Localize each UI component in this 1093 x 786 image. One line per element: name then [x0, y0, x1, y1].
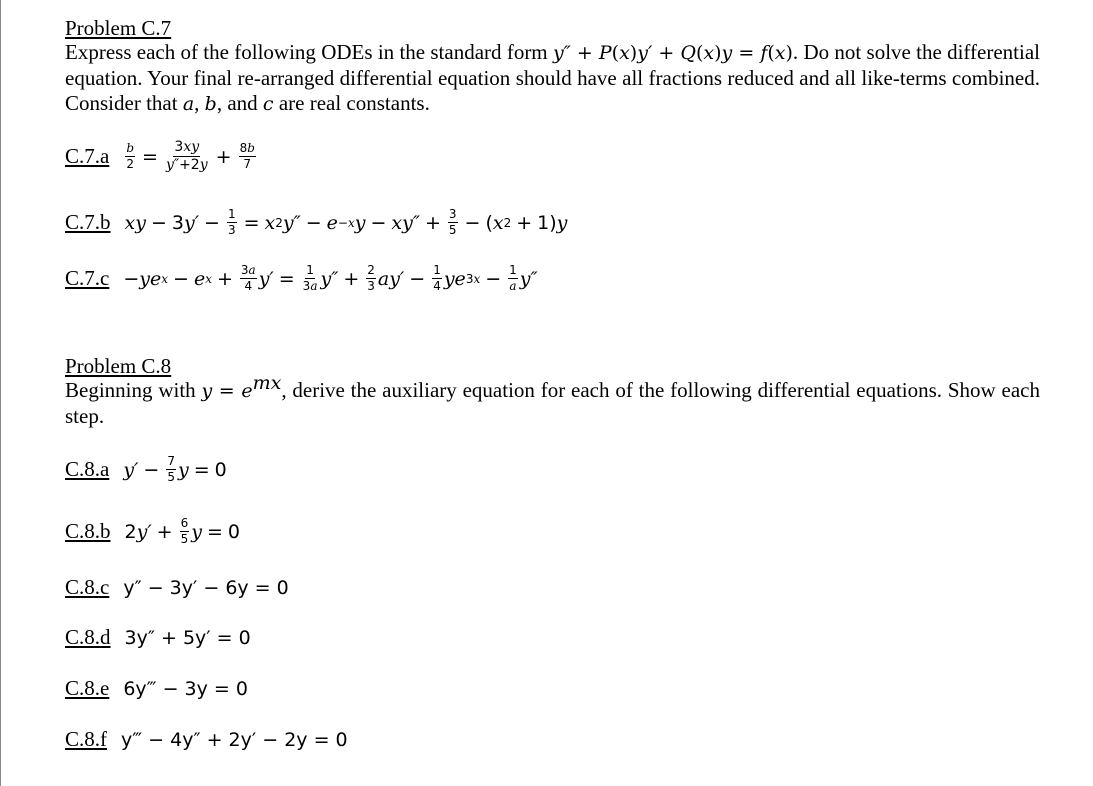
page-left-edge	[0, 0, 1, 786]
c7a-equation: $\frac{b}{2}$ = $\frac{3xy}{y''+2y}$ + $\frac{8b}{7}$	[126, 139, 255, 173]
c8b-label: C.8.b	[65, 519, 111, 543]
c7c-item	[65, 264, 538, 293]
problem-c7-section	[65, 16, 1040, 117]
c8f-label: C.8.f	[65, 727, 107, 751]
problem-c8-heading: Problem C.8	[65, 354, 172, 378]
c8a-item	[65, 455, 227, 484]
c8b-item	[65, 517, 240, 546]
c8d-item	[65, 625, 251, 650]
c8f-equation: y‴ − 4y″ + 2y′ − 2y = 0	[121, 728, 348, 751]
c7b-equation: xy − 3 y′ − $\frac{1}{3}$ = x 2 y″ − e −x y − xy″ + $\frac{3}{5}$ − ( x 2 + 1) y	[124, 207, 568, 237]
problem-c7-heading: Problem C.7	[65, 16, 172, 40]
c8e-equation: 6y‴ − 3y = 0	[123, 677, 248, 700]
c7c-label: C.7.c	[65, 266, 110, 290]
problem-c8-intro	[65, 372, 1040, 429]
c7b-label: C.7.b	[65, 210, 111, 234]
c8f-item	[65, 727, 348, 752]
c8c-label: C.8.c	[65, 575, 110, 599]
c8a-equation: y′ − $\frac{7}{5}$ y = 0	[123, 454, 227, 484]
problem-c8-intro-text: Beginning with $y = e^{mx}$, derive the auxiliary equation for each of the following differential equations. Show each step.	[65, 372, 1040, 428]
c8b-equation: 2 y′ + $\frac{6}{5}$ y = 0	[124, 516, 240, 546]
c8d-label: C.8.d	[65, 625, 111, 649]
problem-c7-intro	[65, 40, 1040, 117]
c8a-label: C.8.a	[65, 457, 110, 481]
c7c-equation: − ye x − e x + $\frac{3a}{4}$ y′ = $\frac{1}{3a}$ y″ + $\frac{2}{3}$ ay′ − $\frac{1}{4}$ ye 3x − $\frac{1}{a}$ y″	[123, 263, 538, 293]
problem-c8-section	[65, 354, 1040, 429]
c8d-equation: 3y″ + 5y′ = 0	[124, 626, 251, 649]
c8c-equation: y″ − 3y′ − 6y = 0	[123, 576, 289, 599]
c8c-item	[65, 575, 289, 600]
c7b-item	[65, 208, 567, 237]
problem-c7-intro-text: Express each of the following ODEs in the standard form y″ + P(x)y′ + Q(x)y = f(x). Do not solve the differential equation. Your final re-arranged differential equation should have all fractions reduced and all like-terms combined. Consider that a, b, and c are real constants.	[65, 40, 1040, 115]
c8e-label: C.8.e	[65, 676, 110, 700]
c8e-item	[65, 676, 248, 701]
c7a-label: C.7.a	[65, 144, 110, 168]
c7a-item	[65, 140, 258, 173]
